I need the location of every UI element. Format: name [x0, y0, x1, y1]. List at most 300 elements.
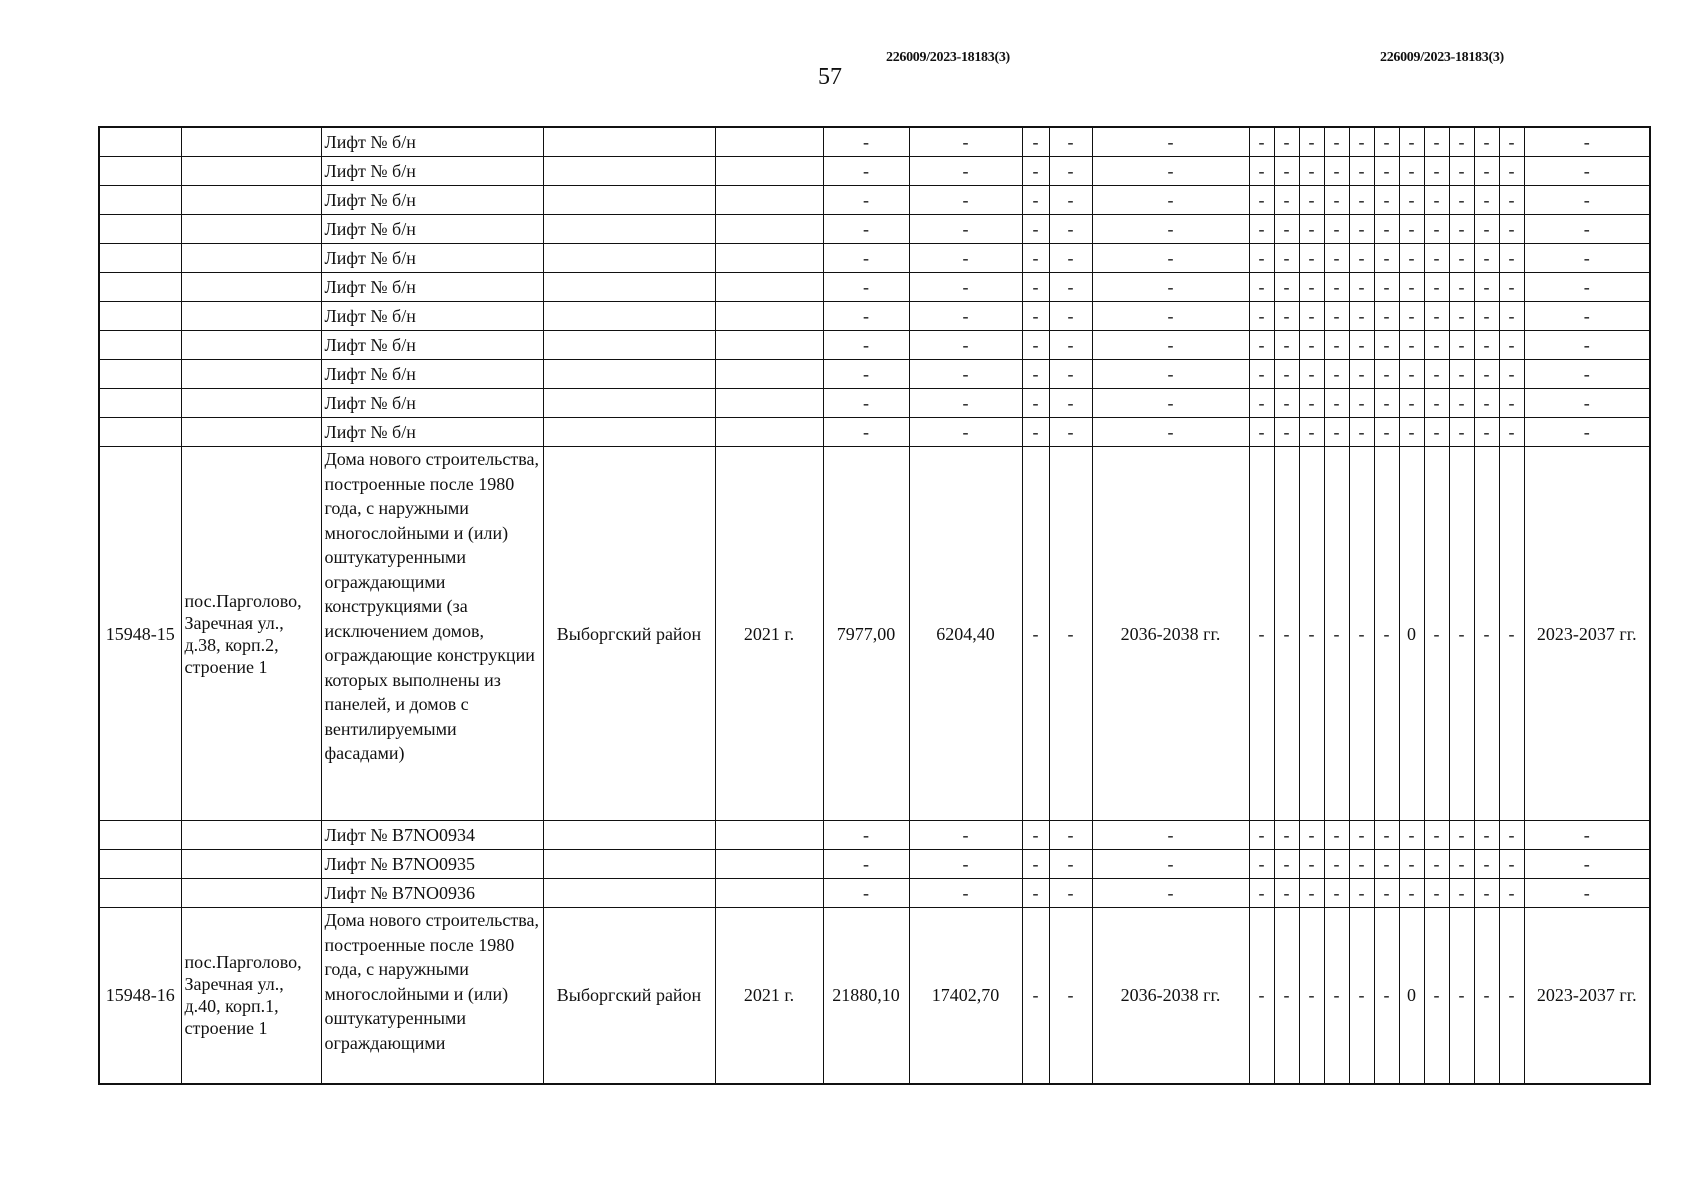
table-row [99, 447, 1650, 821]
id-cell [99, 360, 181, 389]
work-cell: - [1474, 157, 1499, 186]
work-cell: - [1374, 331, 1399, 360]
work-cell: - [1249, 157, 1274, 186]
work-cell: - [1449, 908, 1474, 1084]
col8-cell: - [1022, 127, 1049, 157]
work-cell: - [1499, 418, 1524, 447]
table-row [99, 389, 1650, 418]
year-cell [715, 215, 823, 244]
work-cell: - [1499, 389, 1524, 418]
work-cell: - [1249, 418, 1274, 447]
work-cell: - [1274, 244, 1299, 273]
work-cell: - [1449, 157, 1474, 186]
work-cell: - [1249, 302, 1274, 331]
col9-cell: - [1049, 244, 1092, 273]
area-living-cell: - [909, 879, 1022, 908]
id-cell [99, 331, 181, 360]
work-cell: - [1299, 186, 1324, 215]
area-living-cell: - [909, 244, 1022, 273]
work-cell: - [1449, 215, 1474, 244]
work-cell: - [1424, 157, 1449, 186]
area-total-cell: 7977,00 [823, 447, 909, 821]
lift-name-cell: Лифт № б/н [321, 360, 543, 389]
work-cell: - [1374, 215, 1399, 244]
work-cell: - [1474, 418, 1499, 447]
work-cell: - [1474, 908, 1499, 1084]
work-cell: - [1424, 821, 1449, 850]
lift-name-cell: Лифт № B7NO0936 [321, 879, 543, 908]
work-cell: - [1274, 821, 1299, 850]
work-cell: - [1249, 127, 1274, 157]
work-cell: - [1324, 850, 1349, 879]
address-cell [181, 360, 321, 389]
area-total-cell: - [823, 273, 909, 302]
table-row [99, 215, 1650, 244]
work-cell: - [1274, 186, 1299, 215]
area-living-cell: 17402,70 [909, 908, 1022, 1084]
work-cell: - [1424, 850, 1449, 879]
description-cell: Дома нового строительства, построенные после 1980 года, с наружными многослойными и (или) оштукатуренными ограждающими конструкциями (за исключением домов, ограждающие конструкции которых выполнены из панелей, и домов с вентилируемыми фасадами) [321, 447, 543, 821]
plan-cell: - [1524, 821, 1650, 850]
work-cell: - [1299, 879, 1324, 908]
address-cell: пос.Парголово, Заречная ул., д.40, корп.1, строение 1 [181, 908, 321, 1084]
table-row [99, 127, 1650, 157]
work-cell: - [1324, 360, 1349, 389]
work-cell: - [1474, 186, 1499, 215]
address-cell [181, 879, 321, 908]
district-cell [543, 215, 715, 244]
period-cell: - [1092, 850, 1249, 879]
work-cell: - [1399, 418, 1424, 447]
work-cell: - [1324, 127, 1349, 157]
year-cell: 2021 г. [715, 447, 823, 821]
col8-cell: - [1022, 447, 1049, 821]
plan-cell: 2023-2037 гг. [1524, 908, 1650, 1084]
plan-cell: 2023-2037 гг. [1524, 447, 1650, 821]
table-row [99, 418, 1650, 447]
work-cell: - [1449, 418, 1474, 447]
col8-cell: - [1022, 821, 1049, 850]
area-total-cell: - [823, 850, 909, 879]
col9-cell: - [1049, 157, 1092, 186]
work-cell: - [1324, 418, 1349, 447]
col9-cell: - [1049, 418, 1092, 447]
work-cell: - [1349, 908, 1374, 1084]
work-cell: - [1449, 186, 1474, 215]
col9-cell: - [1049, 215, 1092, 244]
address-cell [181, 821, 321, 850]
year-cell [715, 389, 823, 418]
col9-cell: - [1049, 127, 1092, 157]
id-cell [99, 215, 181, 244]
period-cell: - [1092, 302, 1249, 331]
period-cell: - [1092, 389, 1249, 418]
table-body [99, 127, 1650, 1084]
plan-cell: - [1524, 127, 1650, 157]
address-cell: пос.Парголово, Заречная ул., д.38, корп.2, строение 1 [181, 447, 321, 821]
district-cell [543, 127, 715, 157]
lift-name-cell: Лифт № б/н [321, 215, 543, 244]
col8-cell: - [1022, 273, 1049, 302]
district-cell [543, 157, 715, 186]
year-cell [715, 879, 823, 908]
work-cell: - [1374, 360, 1399, 389]
work-cell: - [1274, 302, 1299, 331]
period-cell: - [1092, 127, 1249, 157]
work-cell: - [1499, 331, 1524, 360]
col8-cell: - [1022, 215, 1049, 244]
work-cell: - [1374, 244, 1399, 273]
id-cell [99, 418, 181, 447]
work-cell: - [1299, 273, 1324, 302]
plan-cell: - [1524, 360, 1650, 389]
district-cell [543, 273, 715, 302]
work-cell: - [1274, 215, 1299, 244]
area-total-cell: - [823, 879, 909, 908]
work-cell: - [1299, 157, 1324, 186]
lift-name-cell: Лифт № б/н [321, 389, 543, 418]
col8-cell: - [1022, 157, 1049, 186]
work-cell: - [1324, 331, 1349, 360]
work-cell: - [1474, 389, 1499, 418]
work-cell: - [1399, 389, 1424, 418]
district-cell [543, 302, 715, 331]
work-cell: - [1299, 418, 1324, 447]
area-living-cell: - [909, 389, 1022, 418]
work-cell: - [1424, 360, 1449, 389]
work-cell: - [1474, 215, 1499, 244]
area-total-cell: - [823, 360, 909, 389]
col9-cell: - [1049, 821, 1092, 850]
year-cell [715, 302, 823, 331]
work-cell: - [1399, 127, 1424, 157]
work-cell: - [1324, 157, 1349, 186]
table-row [99, 273, 1650, 302]
work-cell: - [1274, 273, 1299, 302]
period-cell: 2036-2038 гг. [1092, 908, 1249, 1084]
work-cell: - [1299, 821, 1324, 850]
year-cell [715, 331, 823, 360]
area-living-cell: - [909, 360, 1022, 389]
area-total-cell: - [823, 157, 909, 186]
work-cell: - [1399, 360, 1424, 389]
work-cell: - [1249, 821, 1274, 850]
work-cell: - [1449, 360, 1474, 389]
work-cell: - [1299, 850, 1324, 879]
work-cell: - [1474, 127, 1499, 157]
work-cell: - [1324, 215, 1349, 244]
work-cell: - [1274, 879, 1299, 908]
work-cell: - [1499, 908, 1524, 1084]
area-total-cell: - [823, 302, 909, 331]
work-cell: - [1474, 447, 1499, 821]
area-living-cell: - [909, 157, 1022, 186]
work-cell: - [1299, 302, 1324, 331]
work-cell: - [1249, 389, 1274, 418]
work-cell: - [1474, 302, 1499, 331]
lift-name-cell: Лифт № B7NO0934 [321, 821, 543, 850]
area-living-cell: - [909, 850, 1022, 879]
area-living-cell: - [909, 821, 1022, 850]
plan-cell: - [1524, 879, 1650, 908]
period-cell: - [1092, 418, 1249, 447]
col8-cell: - [1022, 418, 1049, 447]
period-cell: 2036-2038 гг. [1092, 447, 1249, 821]
id-cell: 15948-15 [99, 447, 181, 821]
col8-cell: - [1022, 389, 1049, 418]
year-cell [715, 157, 823, 186]
work-cell: - [1499, 447, 1524, 821]
description-cell: Дома нового строительства, построенные после 1980 года, с наружными многослойными и (или) оштукатуренными ограждающими [321, 908, 543, 1084]
work-cell: - [1374, 850, 1399, 879]
work-cell: - [1449, 127, 1474, 157]
period-cell: - [1092, 157, 1249, 186]
district-cell [543, 850, 715, 879]
work-cell: - [1299, 908, 1324, 1084]
work-cell: - [1374, 186, 1399, 215]
work-cell: - [1449, 273, 1474, 302]
work-cell: - [1299, 331, 1324, 360]
work-cell: - [1424, 215, 1449, 244]
id-cell [99, 821, 181, 850]
area-living-cell: 6204,40 [909, 447, 1022, 821]
area-total-cell: - [823, 127, 909, 157]
work-cell: - [1424, 908, 1449, 1084]
work-cell: - [1274, 447, 1299, 821]
col8-cell: - [1022, 244, 1049, 273]
id-cell [99, 389, 181, 418]
year-cell [715, 360, 823, 389]
col8-cell: - [1022, 879, 1049, 908]
col9-cell: - [1049, 331, 1092, 360]
period-cell: - [1092, 215, 1249, 244]
work-cell: - [1249, 447, 1274, 821]
work-cell: - [1299, 215, 1324, 244]
work-cell: - [1349, 879, 1374, 908]
registry-table [98, 126, 1651, 1085]
work-cell: - [1324, 302, 1349, 331]
work-cell: - [1474, 273, 1499, 302]
work-cell: - [1399, 157, 1424, 186]
work-cell: - [1349, 302, 1374, 331]
col8-cell: - [1022, 331, 1049, 360]
work-cell: - [1299, 389, 1324, 418]
col9-cell: - [1049, 360, 1092, 389]
work-cell: - [1499, 302, 1524, 331]
work-cell: - [1374, 127, 1399, 157]
work-cell: - [1249, 908, 1274, 1084]
id-cell [99, 127, 181, 157]
col9-cell: - [1049, 850, 1092, 879]
work-cell: - [1274, 389, 1299, 418]
district-cell [543, 360, 715, 389]
work-cell: - [1299, 360, 1324, 389]
year-cell [715, 850, 823, 879]
col9-cell: - [1049, 879, 1092, 908]
work-cell: - [1499, 127, 1524, 157]
district-cell: Выборгский район [543, 908, 715, 1084]
id-cell [99, 850, 181, 879]
work-cell: - [1349, 186, 1374, 215]
address-cell [181, 127, 321, 157]
plan-cell: - [1524, 302, 1650, 331]
year-cell [715, 244, 823, 273]
work-cell: - [1249, 244, 1274, 273]
area-living-cell: - [909, 127, 1022, 157]
col9-cell: - [1049, 908, 1092, 1084]
work-cell: - [1249, 273, 1274, 302]
id-cell: 15948-16 [99, 908, 181, 1084]
table-row [99, 157, 1650, 186]
year-cell [715, 418, 823, 447]
table-row [99, 244, 1650, 273]
work-cell: - [1349, 389, 1374, 418]
address-cell [181, 273, 321, 302]
lift-name-cell: Лифт № б/н [321, 302, 543, 331]
work-cell: - [1399, 331, 1424, 360]
area-living-cell: - [909, 331, 1022, 360]
col9-cell: - [1049, 273, 1092, 302]
work-cell: - [1374, 821, 1399, 850]
work-cell: - [1274, 331, 1299, 360]
district-cell [543, 389, 715, 418]
work-cell: - [1349, 850, 1374, 879]
plan-cell: - [1524, 273, 1650, 302]
period-cell: - [1092, 360, 1249, 389]
work-cell: - [1499, 360, 1524, 389]
work-cell: - [1374, 389, 1399, 418]
table-row [99, 331, 1650, 360]
plan-cell: - [1524, 850, 1650, 879]
work-cell: - [1349, 821, 1374, 850]
work-cell: - [1474, 360, 1499, 389]
id-cell [99, 157, 181, 186]
work-cell: - [1349, 360, 1374, 389]
work-cell: - [1399, 821, 1424, 850]
address-cell [181, 244, 321, 273]
work-cell: - [1374, 157, 1399, 186]
work-cell: - [1274, 908, 1299, 1084]
work-cell: - [1399, 186, 1424, 215]
work-cell: - [1399, 273, 1424, 302]
year-cell: 2021 г. [715, 908, 823, 1084]
work-cell: - [1249, 186, 1274, 215]
district-cell [543, 186, 715, 215]
work-cell: - [1474, 331, 1499, 360]
work-cell: - [1424, 418, 1449, 447]
work-cell: - [1449, 821, 1474, 850]
work-cell: - [1424, 127, 1449, 157]
lift-name-cell: Лифт № б/н [321, 244, 543, 273]
work-cell: - [1424, 331, 1449, 360]
address-cell [181, 302, 321, 331]
work-cell: - [1349, 215, 1374, 244]
work-cell: - [1274, 418, 1299, 447]
address-cell [181, 186, 321, 215]
id-cell [99, 186, 181, 215]
table-row [99, 850, 1650, 879]
col9-cell: - [1049, 447, 1092, 821]
plan-cell: - [1524, 157, 1650, 186]
period-cell: - [1092, 273, 1249, 302]
col9-cell: - [1049, 186, 1092, 215]
col8-cell: - [1022, 302, 1049, 331]
col9-cell: - [1049, 389, 1092, 418]
work-cell: - [1349, 157, 1374, 186]
lift-name-cell: Лифт № б/н [321, 418, 543, 447]
work-cell: - [1499, 850, 1524, 879]
work-cell: - [1499, 821, 1524, 850]
district-cell [543, 879, 715, 908]
district-cell [543, 244, 715, 273]
plan-cell: - [1524, 215, 1650, 244]
plan-cell: - [1524, 331, 1650, 360]
plan-cell: - [1524, 186, 1650, 215]
work-cell: - [1274, 850, 1299, 879]
area-total-cell: - [823, 215, 909, 244]
area-living-cell: - [909, 273, 1022, 302]
lift-name-cell: Лифт № б/н [321, 127, 543, 157]
year-cell [715, 273, 823, 302]
work-cell: - [1249, 850, 1274, 879]
work-cell: - [1474, 244, 1499, 273]
work-cell: - [1499, 215, 1524, 244]
work-cell: - [1374, 273, 1399, 302]
area-total-cell: - [823, 418, 909, 447]
work-cell: - [1399, 850, 1424, 879]
work-cell: - [1399, 215, 1424, 244]
work-cell: - [1424, 273, 1449, 302]
work-cell: - [1499, 157, 1524, 186]
work-cell: - [1299, 447, 1324, 821]
period-cell: - [1092, 186, 1249, 215]
work-cell: - [1424, 879, 1449, 908]
area-living-cell: - [909, 215, 1022, 244]
table-row [99, 908, 1650, 1084]
work-cell: - [1449, 389, 1474, 418]
plan-cell: - [1524, 389, 1650, 418]
plan-cell: - [1524, 418, 1650, 447]
table-row [99, 186, 1650, 215]
district-cell [543, 331, 715, 360]
table-row [99, 302, 1650, 331]
area-total-cell: - [823, 331, 909, 360]
lift-name-cell: Лифт № б/н [321, 157, 543, 186]
id-cell [99, 879, 181, 908]
period-cell: - [1092, 879, 1249, 908]
work-cell: 0 [1399, 908, 1424, 1084]
address-cell [181, 331, 321, 360]
work-cell: - [1349, 127, 1374, 157]
work-cell: - [1424, 389, 1449, 418]
table-row [99, 360, 1650, 389]
col8-cell: - [1022, 850, 1049, 879]
address-cell [181, 850, 321, 879]
col8-cell: - [1022, 186, 1049, 215]
work-cell: - [1324, 908, 1349, 1084]
work-cell: 0 [1399, 447, 1424, 821]
id-cell [99, 273, 181, 302]
plan-cell: - [1524, 244, 1650, 273]
work-cell: - [1274, 157, 1299, 186]
work-cell: - [1374, 908, 1399, 1084]
work-cell: - [1249, 879, 1274, 908]
work-cell: - [1474, 879, 1499, 908]
work-cell: - [1324, 244, 1349, 273]
district-cell [543, 418, 715, 447]
work-cell: - [1449, 331, 1474, 360]
year-cell [715, 821, 823, 850]
